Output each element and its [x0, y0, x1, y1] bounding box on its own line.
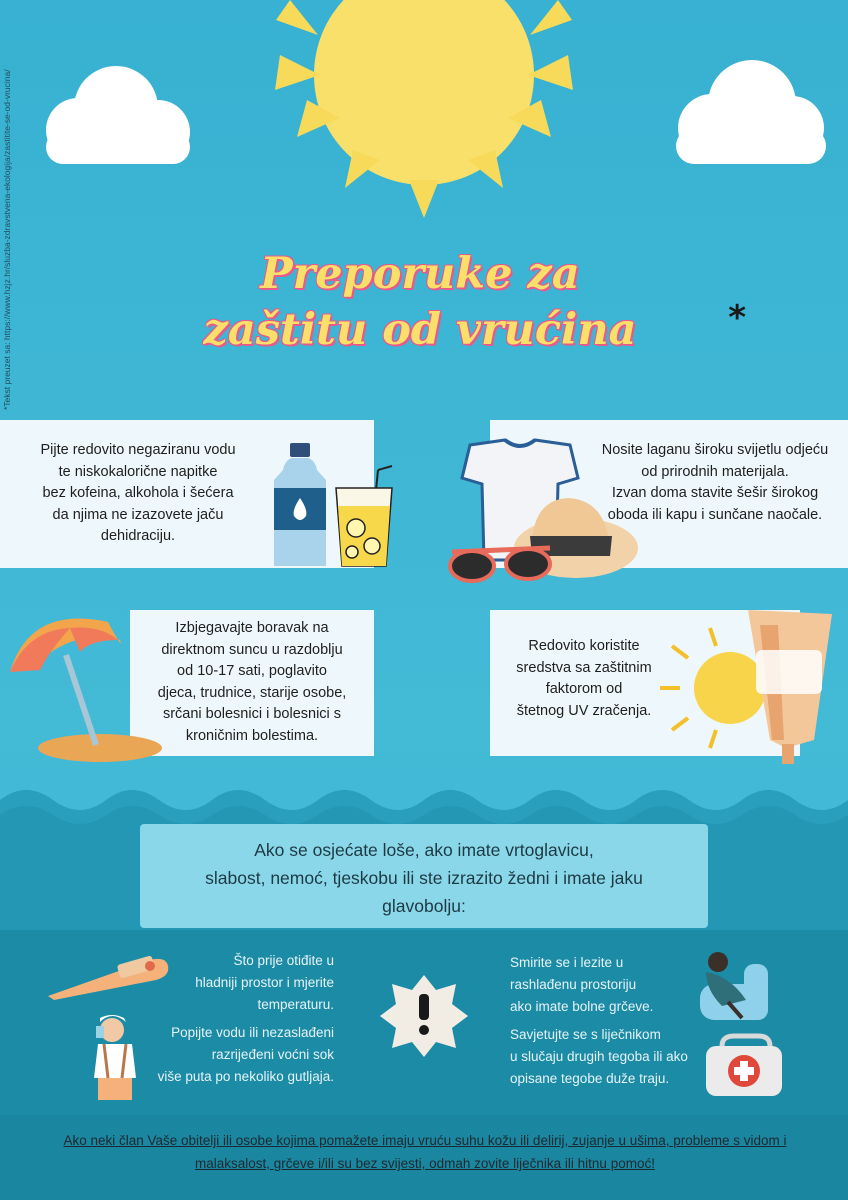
tip-drink-water: Popijte vodu ili nezaslađeni razrijeđeni voćni sok više puta po nekoliko gutljaja. [157, 1025, 334, 1084]
card-hydration-text: Pijte redovito negaziranu vodu te niskokalorične napitke bez kofeina, alkohola i šećera da njima ne izazovete jaču dehidraciju. [40, 442, 236, 544]
title-line-2: zaštitu od vrućina [203, 305, 637, 355]
tip-rest: Smirite se i lezite u rashlađenu prostoriju ako imate bolne grčeve. [510, 955, 654, 1014]
medical-bag-icon [706, 1036, 782, 1096]
source-note: *Tekst preuzet sa: https://www.hzjz.hr/sluzba-zdravstvena-ekologija/zastitite-se-od-vrucina/ [2, 69, 12, 410]
title-line-1: Preporuke za [260, 249, 580, 299]
warning-text: Ako se osjećate loše, ako imate vrtoglavicu, slabost, nemoć, tjeskobu ili ste izrazito žedni i imate jaku glavobolju: [205, 840, 643, 916]
card-sunscreen-text: Redovito koristite sredstva sa zaštitnim faktorom od štetnog UV zračenja. [516, 638, 652, 719]
card-clothing-text: Nosite laganu široku svijetlu odjeću od prirodnih materijala. Izvan doma stavite šešir širokog oboda ili kapu i sunčane naočale. [601, 442, 829, 523]
tip-see-doctor: Savjetujte se s liječnikom u slučaju drugih tegoba ili ako opisane tegobe duže traju. [510, 1027, 688, 1086]
exclamation-badge-icon [380, 975, 468, 1057]
card-sun-avoidance-text: Izbjegavajte boravak na direktnom suncu u razdoblju od 10-17 sati, poglavito djeca, trudnice, starije osobe, srčani bolesnici i bolesnici s kroničnim bolestima. [157, 620, 347, 744]
emergency-note: Ako neki član Vaše obitelji ili osobe kojima pomažete imaju vruću suhu kožu ili delirij, zujanje u ušima, probleme s vidom i malaksalost, grčeve i/ili su bez svijesti, odmah zovite liječnika ili hitnu pomoć! [63, 1133, 787, 1171]
person-drinking-icon [94, 1015, 136, 1100]
person-resting-icon [700, 952, 768, 1020]
title-asterisk: * [728, 298, 746, 338]
tip-cool-place: Što prije otiđite u hladniji prostor i mjerite temperaturu. [195, 953, 334, 1012]
